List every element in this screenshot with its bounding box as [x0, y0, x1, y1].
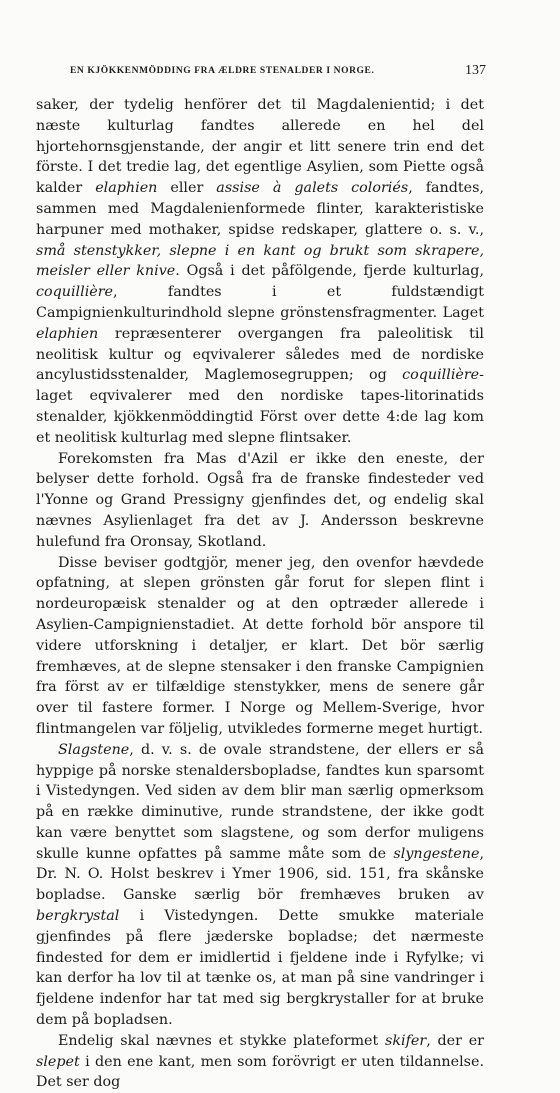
text-run: , der er [426, 1032, 484, 1049]
text-run: , fandtes, sammen med Magdalenienformede flinter, karakteristiske harpuner med mothaker, spidse redskaper, glattere o. s. v., [36, 180, 484, 238]
text-run: -laget eqvivalerer med den nordiske tapes-litorinatids stenalder, kjökkenmöddingtid Först over dette 4:de lag kom et neolitisk kulturlag med slepne flintsaker. [36, 367, 484, 446]
paragraph [36, 740, 484, 1031]
text-run: eller [157, 180, 217, 197]
italic-text: små stenstykker, slepne i en kant og brukt som skrapere, meisler eller knive [36, 242, 484, 280]
text-run: i Vistedyngen. Dette smukke materiale gjenfindes på flere jæderske bopladse; det nærmeste findested for dem er imidlertid i fjeldene inde i Ryfylke; vi kan derfor ha lov til at tænke os, at man på sine vandringer i fjeldene indenfor har tat med sig bergkrystaller for at bruke dem på bopladsen. [36, 908, 484, 1029]
italic-text: coquillière [36, 284, 114, 301]
text-run: Endelig skal nævnes et stykke plateformet [58, 1032, 386, 1049]
italic-text: assise à galets coloriés [216, 180, 409, 197]
text-run: , Dr. N. O. Holst beskrev i Ymer 1906, sid. 151, fra skånske bopladse. Ganske særlig bör fremhæves bruken av [36, 845, 484, 904]
page-body [36, 95, 484, 1093]
paragraph [36, 95, 484, 449]
italic-text: elaphien [36, 325, 99, 342]
text-run: , fandtes i et fuldstændigt Campignienkulturindhold slepne grönstensfragmenter. Laget [36, 284, 484, 321]
text-run: repræsenterer overgangen fra paleolitisk til neolitisk kultur og eqvivalerer således med de nordiske ancylustidsstenalder, Maglemosegruppen; og [36, 325, 484, 384]
text-run: i den ene kant, men som forövrigt er uten tildannelse. Det ser dog [36, 1053, 484, 1091]
italic-text: coquillière [402, 367, 480, 384]
text-run: . Også i det påfölgende, fjerde kulturlag, [175, 263, 484, 280]
paragraph [36, 1031, 484, 1093]
text-run: , d. v. s. de ovale strandstene, der ellers er så hyppige på norske stenaldersbopladse, fandtes kun sparsomt i Vistedyngen. Ved siden av dem blir man særlig opmerksom på en række diminutive, runde strandstene, der ikke godt kan være benyttet som slagstene, og som derfor muligens skulle kunne opfattes på samme måte som de [36, 741, 484, 862]
italic-text: Slagstene [58, 741, 130, 758]
italic-text: slyngestene [393, 845, 480, 862]
italic-text: bergkrystal [36, 908, 120, 925]
text-run: Forekomsten fra Mas d'Azil er ikke den eneste, der belyser dette forhold. Også fra de franske findesteder ved l'Yonne og Grand Pressigny gjenfindes det, og endelig skal nævnes Asylienlaget fra det av J. Andersson beskrevne hulefund fra Oronsay, Skotland. [36, 450, 484, 550]
text-run: Disse beviser godtgjör, mener jeg, den ovenfor hævdede opfatning, at slepen grönsten går forut for slepen flint i nordeuropæisk stenalder og at den optræder allerede i Asylien-Campignienstadiet. At dette forhold bör anspore til videre utforskning i detaljer, er klart. Det bör særlig fremhæves, at de slepne stensaker i den franske Campignien fra först av er tilfældige stenstykker, mens de senere går over til fastere former. I Norge og Mellem-Sverige, hvor flintmangelen var följelig, utvikledes formerne meget hurtigt. [36, 554, 484, 737]
paragraph [36, 553, 484, 740]
italic-text: skifer [385, 1032, 427, 1049]
page-number: 137 [465, 63, 486, 78]
italic-text: elaphien [95, 180, 158, 197]
running-title: EN KJÖKKENMÖDDING FRA ÆLDRE STENALDER I NORGE. [70, 66, 375, 76]
text-run: saker, der tydelig henförer det til Magdalenientid; i det næste kulturlag fandtes allerede en hel del hjortehornsgjenstande, der angir et litt senere trin end det förste. I det tredie lag, det egentlige Asylien, som Piette også kalder [36, 97, 484, 197]
paragraph [36, 449, 484, 553]
italic-text: slepet [36, 1053, 80, 1070]
